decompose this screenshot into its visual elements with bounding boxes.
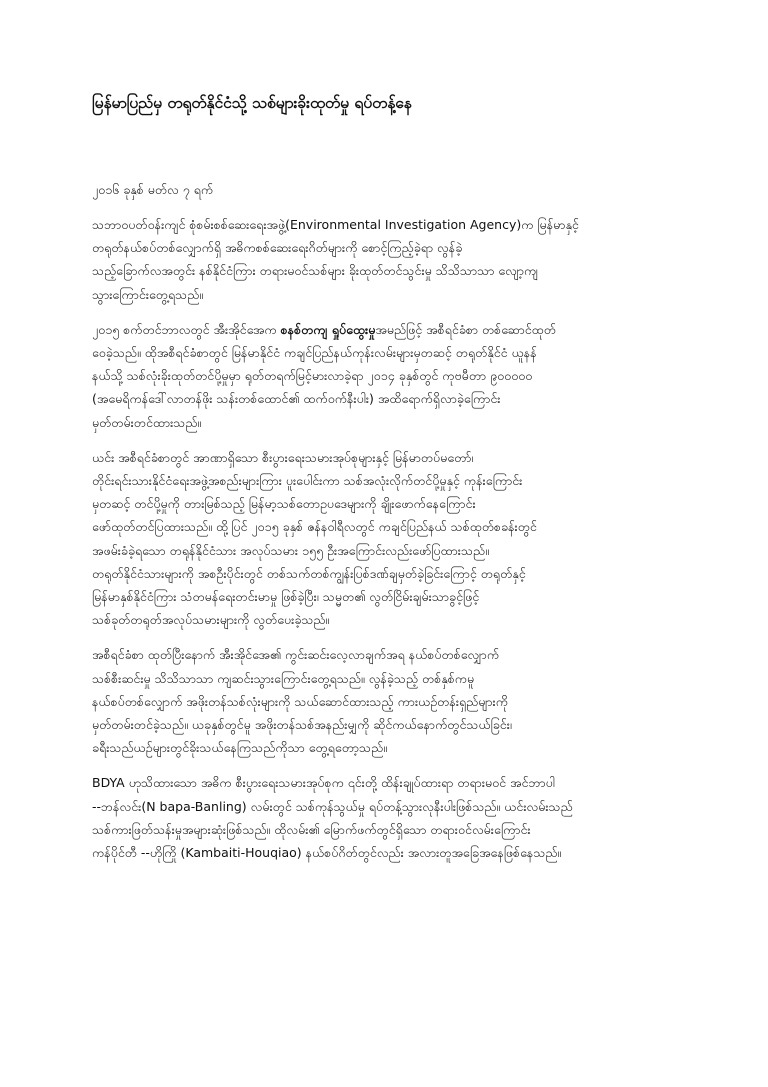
text-line: တိုင်းရင်းသားနိုင်ငံရေးအဖွဲ့အစည်းများကြား ပူးပေါင်းကာ သစ်အလုံးလိုက်တင်ပို့မှုနှင့် ကုန်းကြောင်း [92, 473, 523, 489]
text-line [92, 318, 676, 341]
text-line: မှတဆင့် တင်ပို့မှုကို တားမြစ်သည့် မြန်မာ့သစ်တောဥပဒေများကို ချိုးဖောက်နေကြောင်း [92, 496, 476, 512]
page-title: မြန်မာပြည်မှ တရုတ်နိုင်ငံသို့ သစ်များခိုးထုတ်မှု ရပ်တန့်နေ [92, 94, 412, 112]
text-line: BDYA ဟုသိထားသော အဓိက စီးပွားရေးသမားအုပ်စုက ၎င်းတို့ ထိန်းချုပ်ထားရာ တရားမဝင် အင်ဘာပါ [92, 775, 555, 791]
text-segment: ၂၀၁၅ စက်တင်ဘာလတွင် အီးအိုင်အေက [92, 321, 277, 337]
text-line: အစီရင်ခံစာ ထုတ်ပြီးနောက် အီးအိုင်အေ၏ ကွင်းဆင်းလေ့လာချက်အရ နယ်စပ်တစ်လျှောက် [92, 647, 500, 663]
text-line: တရုတ်နယ်စပ်တစ်လျှောက်ရှိ အဓိကစစ်ဆေးရေးဂိတ်များကို စောင့်ကြည့်ခဲ့ရာ လွန်ခဲ့ [92, 240, 463, 256]
publish-date: ၂၀၁၆ ခုနှစ် မတ်လ ၇ ရက် [92, 182, 214, 197]
text-line: သစ်ခုတ်တရုတ်အလုပ်သမားများကို လွတ်ပေးခဲ့သည်။ [92, 612, 330, 628]
report-name-bold: စနစ်တကျ ရှုပ်ထွေးမှု [280, 321, 376, 337]
text-line: မြန်မာနှစ်နိုင်ငံကြား သံတမန်ရေးတင်းမာမှု ဖြစ်ခဲ့ပြီး၊ သမ္မတ၏ လွတ်ငြိမ်းချမ်းသာခွင့်ဖြင့် [92, 589, 480, 605]
text-line: မှတ်တမ်းတင်ခဲ့သည်။ ယခုနှစ်တွင်မူ အဖိုးတန်သစ်အနည်းမျှကို ဆိုင်ကယ်နောက်တွင်သယ်ခြင်း၊ [92, 717, 512, 733]
text-line: သွားကြောင်းတွေ့ရသည်။ [92, 286, 204, 302]
text-line: (အမေရိကန်ဒေါ်လာတန်ဖိုး သန်းတစ်ထောင်၏ ထက်ဝက်နီးပါး) အထိရောက်ရှိလာခဲ့ကြောင်း [92, 391, 501, 407]
paragraph-5 [92, 771, 676, 864]
text-line: မှတ်တမ်းတင်ထားသည်။ [92, 414, 202, 430]
paragraph-2 [92, 318, 676, 434]
text-line: --ဘန်လင်း(N bapa-Banling) လမ်းတွင် သစ်ကုန်သွယ်မှု ရပ်တန့်သွားလုနီးပါးဖြစ်သည်။ ယင်းလမ်းသည် [92, 798, 573, 814]
text-line: ဖော်ထုတ်တင်ပြထားသည်။ ထို့ပြင် ၂၀၁၅ ခုနှစ် ဇန်နဝါရီလတွင် ကချင်ပြည်နယ် သစ်ထုတ်စခန်းတွင် [92, 519, 537, 535]
text-line: သဘာဝပတ်ဝန်းကျင် စုံစမ်းစစ်ဆေးရေးအဖွဲ့(Environmental Investigation Agency)က မြန်မာနှင့် [92, 217, 579, 232]
text-line: ခရီးသည်ယဉ်များတွင်ခိုးသယ်နေကြသည်ကိုသာ တွေ့ရတော့သည်။ [92, 740, 387, 756]
paragraph-3 [92, 446, 676, 632]
text-line: ဝေခဲ့သည်။ ထိုအစီရင်ခံစာတွင် မြန်မာနိုင်ငံ ကချင်ပြည်နယ်ကုန်းလမ်းများမှတဆင့် တရုတ်နိုင်ငံ ယူနန် [92, 345, 537, 361]
paragraph-1 [92, 213, 676, 306]
text-line: သစ်ကားဖြတ်သန်းမှုအများဆုံးဖြစ်သည်။ ထိုလမ်း၏ မြောက်ဖက်တွင်ရှိသော တရားဝင်လမ်းကြောင်း [92, 821, 531, 837]
text-line: နယ်စပ်တစ်လျှောက် အဖိုးတန်သစ်လုံးများကို သယ်ဆောင်ထားသည့် ကားယဉ်တန်းရှည်များကို [92, 693, 508, 709]
text-line: ယင်း အစီရင်ခံစာတွင် အာဏာရှိသော စီးပွားရေးသမားအုပ်စုများနှင့် မြန်မာတပ်မတော်၊ [92, 449, 474, 465]
text-line: ကန်ပိုင်တီ --ဟိုကြို (Kambaiti-Houqiao) နယ်စပ်ဂိတ်တွင်လည်း အလားတူအခြေအနေဖြစ်နေသည်။ [92, 845, 562, 861]
text-line: နယ်သို့ သစ်လုံးခိုးထုတ်တင်ပို့မှုမှာ ရုတ်တရက်မြင့်မားလာခဲ့ရာ ၂၀၁၄ ခုနှစ်တွင် ကုဗမီတာ ၉၀၀၀၀၀ [92, 368, 533, 384]
text-line: သစ်စီးဆင်းမှု သိသိသာသာ ကျဆင်းသွားကြောင်းတွေ့ရသည်။ လွန်ခဲ့သည့် တစ်နှစ်ကမူ [92, 670, 475, 686]
text-line: အဖမ်းခံခဲ့ရသော တရုန်နိုင်ငံသား အလုပ်သမား ၁၅၅ ဦးအကြောင်းလည်းဖော်ပြထားသည်။ [92, 542, 489, 558]
text-segment: အမည်ဖြင့် အစီရင်ခံစာ တစ်ဆောင်ထုတ် [375, 321, 556, 337]
text-line: သည့်ခြောက်လအတွင်း နစ်နိုင်ငံကြား တရားမဝင်သစ်များ ခိုးထုတ်တင်သွင်းမှု သိသိသာသာ လျော့ကျ [92, 263, 539, 279]
text-line: တရုတ်နိုင်ငံသားများကို အစဦးပိုင်းတွင် တစ်သက်တစ်ကျွန်းပြစ်ဒဏ်ချမှတ်ခဲ့ခြင်းကြောင့် တရုတ်နှင့် [92, 565, 526, 581]
paragraph-4 [92, 643, 676, 759]
